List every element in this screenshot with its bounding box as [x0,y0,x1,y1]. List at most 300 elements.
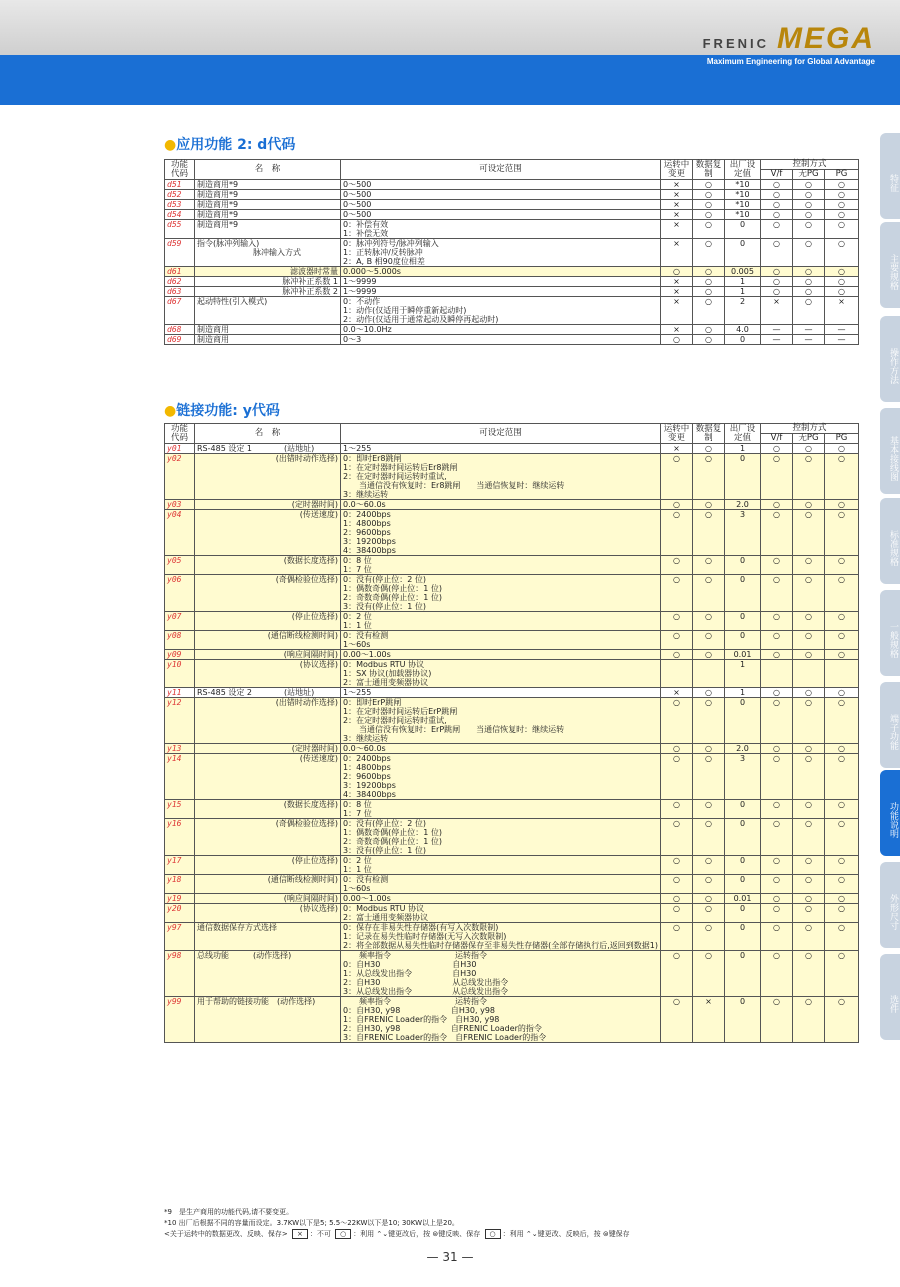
copy-cell: ○ [693,744,725,754]
vf-cell: ○ [761,239,793,267]
pg-cell: ○ [825,444,859,454]
run-cell: ○ [661,454,693,500]
name-cell: (奇偶检验位选择) [195,575,341,612]
table-row [165,660,859,688]
code-cell: y08 [165,631,195,650]
run-cell: ○ [661,650,693,660]
pg-cell: ○ [825,277,859,287]
default-cell: 3 [725,754,761,800]
copy-cell: ○ [693,612,725,631]
name-cell: 通信数据保存方式选择 [195,923,341,951]
pg-cell: × [825,297,859,325]
vf-cell: — [761,325,793,335]
range-cell: 0.000～5.000s [341,267,661,277]
name-cell: (通信断线检测时间) [195,875,341,894]
run-cell: × [661,297,693,325]
code-cell: d55 [165,220,195,239]
default-cell: 0 [725,335,761,345]
code-cell: y05 [165,556,195,575]
copy-cell: ○ [693,267,725,277]
side-tab-4[interactable]: 标准规格 [880,498,900,584]
table-row [165,631,859,650]
pg-cell: ○ [825,800,859,819]
npg-cell: ○ [793,688,825,698]
pg-cell: ○ [825,220,859,239]
npg-cell: ○ [793,210,825,220]
copy-cell: ○ [693,335,725,345]
name-cell: 滤波器时常量 [195,267,341,277]
name-cell: 指令(脉冲列输入) 脉冲输入方式 [195,239,341,267]
y-code-table [164,423,859,1043]
vf-cell: ○ [761,800,793,819]
npg-cell: ○ [793,875,825,894]
name-cell: (停止位选择) [195,856,341,875]
run-cell: × [661,688,693,698]
name-cell: (出错时动作选择) [195,698,341,744]
default-cell: 0 [725,239,761,267]
range-cell: 0.00～1.00s [341,650,661,660]
name-cell: (响应间隔时间) [195,894,341,904]
run-cell: ○ [661,510,693,556]
vf-cell: ○ [761,200,793,210]
name-cell: 制造商用 [195,335,341,345]
default-cell: 0 [725,454,761,500]
default-cell: *10 [725,190,761,200]
name-cell: 制造商用*9 [195,200,341,210]
table-row [165,744,859,754]
default-cell: 0 [725,631,761,650]
name-cell: (数据长度选择) [195,800,341,819]
code-cell: d54 [165,210,195,220]
name-cell: 制造商用 [195,325,341,335]
run-cell: × [661,210,693,220]
code-cell: y14 [165,754,195,800]
table-row [165,856,859,875]
section-title-y: ●链接功能: y代码 [164,403,280,419]
header-vf: V/f [761,434,793,444]
pg-cell [825,660,859,688]
range-cell: 0.0～60.0s [341,744,661,754]
name-cell: (传送速度) [195,510,341,556]
run-cell: ○ [661,800,693,819]
default-cell: 0 [725,923,761,951]
range-cell: 0：Modbus RTU 协议 1：SX 协议(加载器协议) 2：富士通用变频器协议 [341,660,661,688]
copy-cell: ○ [693,904,725,923]
pg-cell: ○ [825,631,859,650]
range-cell: 0.00～1.00s [341,894,661,904]
table-row [165,200,859,210]
table-row [165,335,859,345]
copy-cell: ○ [693,200,725,210]
vf-cell: ○ [761,698,793,744]
code-cell: d69 [165,335,195,345]
footnote-legend: <关于运转中的数据更改、反映、保存> × ：不可 ○ ：利用 ⌃⌄键更改后，按 ⊜键反映、保存 ○ ：利用 ⌃⌄键更改、反映后，按 ⊜键保存 [164,1230,630,1238]
code-cell: d53 [165,200,195,210]
default-cell: 1 [725,688,761,698]
vf-cell: ○ [761,287,793,297]
default-cell: *10 [725,180,761,190]
copy-cell: ○ [693,180,725,190]
default-cell: 1 [725,660,761,688]
range-cell: 0：8 位 1：7 位 [341,556,661,575]
side-tab-1[interactable]: 主要规格 [880,222,900,308]
header-pg: PG [825,170,859,180]
copy-cell: ○ [693,210,725,220]
run-cell: × [661,220,693,239]
pg-cell: ○ [825,951,859,997]
vf-cell: ○ [761,454,793,500]
npg-cell: ○ [793,894,825,904]
pg-cell: ○ [825,556,859,575]
npg-cell: ○ [793,287,825,297]
table-row [165,267,859,277]
copy-cell: ○ [693,454,725,500]
header-copy: 数据复制 [693,160,725,180]
updown-key-icon-2: ⌃⌄ [525,1230,538,1238]
default-cell: 0 [725,856,761,875]
run-cell: ○ [661,894,693,904]
code-cell: y18 [165,875,195,894]
vf-cell: ○ [761,500,793,510]
d-code-table [164,159,859,345]
name-cell: (协议选择) [195,904,341,923]
npg-cell: ○ [793,277,825,287]
run-cell: ○ [661,819,693,856]
name-cell: 制造商用*9 [195,180,341,190]
range-cell: 频率指令 运转指令 0：自H30, y98 自H30, y98 1：自FRENIC Loader的指令 自H30, y98 2：自H30, y98 自FRENIC Loader的指令 3：自FRENIC Loader的指令 自FRENIC Loader的指令 [341,997,661,1043]
header-pg: PG [825,434,859,444]
code-cell: y98 [165,951,195,997]
copy-cell [693,660,725,688]
copy-cell: ○ [693,444,725,454]
vf-cell: — [761,335,793,345]
pg-cell: ○ [825,923,859,951]
header-name: 名 称 [195,160,341,180]
range-cell: 0：没有检测 1～60s [341,631,661,650]
code-cell: y16 [165,819,195,856]
header-npg: 无PG [793,434,825,444]
func-key-icon: ⊜ [432,1230,439,1238]
header-run: 运转中变更 [661,160,693,180]
copy-cell: ○ [693,800,725,819]
table-row [165,875,859,894]
side-tab-9[interactable]: 选件 [880,954,900,1040]
vf-cell: ○ [761,688,793,698]
run-cell: ○ [661,612,693,631]
run-cell: ○ [661,951,693,997]
code-cell: y20 [165,904,195,923]
pg-cell: ○ [825,894,859,904]
npg-cell: ○ [793,297,825,325]
table-row [165,754,859,800]
code-cell: y99 [165,997,195,1043]
name-cell: (数据长度选择) [195,556,341,575]
vf-cell: × [761,297,793,325]
pg-cell: ○ [825,612,859,631]
code-cell: d68 [165,325,195,335]
range-cell: 0.0～10.0Hz [341,325,661,335]
pg-cell: ○ [825,698,859,744]
code-cell: d51 [165,180,195,190]
copy-cell: ○ [693,698,725,744]
pg-cell: ○ [825,200,859,210]
table-row [165,800,859,819]
run-cell: ○ [661,875,693,894]
header-code: 功能代码 [165,424,195,444]
range-cell: 1～255 [341,688,661,698]
name-cell: RS-485 设定 2 (站地址) [195,688,341,698]
vf-cell: ○ [761,575,793,612]
default-cell: 0 [725,819,761,856]
brand-logo [703,22,875,56]
vf-cell: ○ [761,951,793,997]
table-row [165,297,859,325]
vf-cell: ○ [761,267,793,277]
table-row [165,575,859,612]
name-cell: (出错时动作选择) [195,454,341,500]
range-cell: 0：2 位 1：1 位 [341,856,661,875]
default-cell: 0.01 [725,650,761,660]
run-cell [661,660,693,688]
code-cell: y15 [165,800,195,819]
range-cell: 0：即时ErP跳闸 1：在定时器时间运转后ErP跳闸 2：在定时器时间运转时重试, 当通信没有恢复时：ErP跳闸 当通信恢复时：继续运转 3：继续运转 [341,698,661,744]
table-row [165,904,859,923]
code-cell: d67 [165,297,195,325]
npg-cell: — [793,335,825,345]
header-range: 可设定范围 [341,160,661,180]
range-cell: 0：Modbus RTU 协议 2：富士通用变频器协议 [341,904,661,923]
npg-cell: ○ [793,631,825,650]
default-cell: 0.005 [725,267,761,277]
section-title-d: ●应用功能 2: d代码 [164,137,296,153]
name-cell: 脉冲补正系数 1 [195,277,341,287]
copy-cell: ○ [693,510,725,556]
pg-cell: ○ [825,650,859,660]
footnote-10: *10 出厂后根据不同的容量而设定。3.7KW以下是5; 5.5～22KW以下是10; 30KW以上是20。 [164,1219,459,1227]
name-cell: (响应间隔时间) [195,650,341,660]
side-tab-8[interactable]: 外形尺寸 [880,862,900,948]
vf-cell: ○ [761,180,793,190]
range-cell: 0：2400bps 1：4800bps 2：9600bps 3：19200bps 4：38400bps [341,754,661,800]
range-cell: 0～500 [341,180,661,190]
table-row [165,951,859,997]
copy-cell: ○ [693,500,725,510]
default-cell: 1 [725,444,761,454]
default-cell: 2 [725,297,761,325]
range-cell: 0：保存在非易失性存储器(有写入次数限制) 1：记录在易失性临时存储器(无写入次数限制) 2：将全部数据从易失性临时存储器保存至非易失性存储器(全部存储执行后,返回到数据1) [341,923,661,951]
tagline: Maximum Engineering for Global Advantage [706,57,875,66]
pg-cell: ○ [825,454,859,500]
copy-cell: ○ [693,287,725,297]
default-cell: 0 [725,612,761,631]
npg-cell: ○ [793,997,825,1043]
vf-cell: ○ [761,904,793,923]
name-cell: (停止位选择) [195,612,341,631]
default-cell: 1 [725,277,761,287]
name-cell: (协议选择) [195,660,341,688]
range-cell: 1～9999 [341,277,661,287]
copy-cell: ○ [693,575,725,612]
page-number: — 31 — [426,1250,474,1264]
pg-cell: ○ [825,856,859,875]
pg-cell: ○ [825,688,859,698]
table-row [165,894,859,904]
copy-cell: ○ [693,239,725,267]
name-cell: (定时器时间) [195,744,341,754]
npg-cell: ○ [793,556,825,575]
pg-cell: ○ [825,210,859,220]
footnote-9: *9 是生产商用的功能代码,请不要变更。 [164,1208,294,1216]
default-cell: 0 [725,575,761,612]
table-row [165,650,859,660]
run-cell: × [661,287,693,297]
npg-cell: ○ [793,754,825,800]
table-row [165,190,859,200]
header-run: 运转中变更 [661,424,693,444]
vf-cell: ○ [761,510,793,556]
code-cell: y03 [165,500,195,510]
npg-cell: ○ [793,220,825,239]
default-cell: 0 [725,800,761,819]
range-cell: 0：没有检测 1～60s [341,875,661,894]
vf-cell: ○ [761,744,793,754]
default-cell: 2.0 [725,500,761,510]
code-cell: d63 [165,287,195,297]
name-cell: 总线功能 (动作选择) [195,951,341,997]
header-default: 出厂设定值 [725,160,761,180]
npg-cell: ○ [793,454,825,500]
range-cell: 0：不动作 1：动作(仅适用于瞬停重新起动时) 2：动作(仅适用于通常起动及瞬停再起动时) [341,297,661,325]
table-row [165,325,859,335]
run-cell: ○ [661,997,693,1043]
table-row [165,210,859,220]
run-cell: ○ [661,754,693,800]
vf-cell: ○ [761,894,793,904]
header-vf: V/f [761,170,793,180]
vf-cell: ○ [761,277,793,287]
table-row [165,556,859,575]
default-cell: *10 [725,210,761,220]
code-cell: y17 [165,856,195,875]
default-cell: 0 [725,904,761,923]
side-tab-6[interactable]: 端子功能 [880,682,900,768]
vf-cell: ○ [761,220,793,239]
pg-cell: ○ [825,180,859,190]
vf-cell: ○ [761,856,793,875]
side-tab-0[interactable]: 特征 [880,133,900,219]
npg-cell: ○ [793,200,825,210]
side-tab-7[interactable]: 功能说明 [880,770,900,856]
side-tab-3[interactable]: 基本接线图 [880,408,900,494]
vf-cell: ○ [761,875,793,894]
code-cell: y02 [165,454,195,500]
pg-cell: ○ [825,510,859,556]
header-code: 功能代码 [165,160,195,180]
npg-cell: ○ [793,698,825,744]
pg-cell: ○ [825,287,859,297]
copy-cell: ○ [693,819,725,856]
name-cell: RS-485 设定 1 (站地址) [195,444,341,454]
run-cell: × [661,239,693,267]
range-cell: 0：没有(停止位：2 位) 1：偶数奇偶(停止位：1 位) 2：奇数奇偶(停止位：1 位) 3：没有(停止位：1 位) [341,819,661,856]
default-cell: 3 [725,510,761,556]
npg-cell [793,660,825,688]
default-cell: 0 [725,556,761,575]
range-cell: 0：8 位 1：7 位 [341,800,661,819]
npg-cell: ○ [793,190,825,200]
npg-cell: ○ [793,951,825,997]
pg-cell: ○ [825,267,859,277]
run-cell: ○ [661,556,693,575]
run-cell: ○ [661,744,693,754]
vf-cell: ○ [761,444,793,454]
copy-cell: ○ [693,277,725,287]
run-cell: × [661,325,693,335]
name-cell: (通信断线检测时间) [195,631,341,650]
run-cell: ○ [661,267,693,277]
copy-cell: ○ [693,325,725,335]
header-name: 名 称 [195,424,341,444]
copy-cell: ○ [693,220,725,239]
header-control: 控制方式 [761,424,859,434]
table-row [165,220,859,239]
table-row [165,444,859,454]
vf-cell: ○ [761,819,793,856]
npg-cell: ○ [793,923,825,951]
side-tab-5[interactable]: 一般规格 [880,590,900,676]
run-cell: ○ [661,631,693,650]
range-cell: 1～255 [341,444,661,454]
code-cell: d59 [165,239,195,267]
pg-cell: ○ [825,239,859,267]
run-cell: × [661,180,693,190]
vf-cell [761,660,793,688]
name-cell: 脉冲补正系数 2 [195,287,341,297]
vf-cell: ○ [761,556,793,575]
name-cell: 用于帮助的链接功能 (动作选择) [195,997,341,1043]
code-cell: y97 [165,923,195,951]
run-cell: ○ [661,698,693,744]
table-row [165,819,859,856]
code-cell: d61 [165,267,195,277]
range-cell: 0：即时Er8跳闸 1：在定时器时间运转后Er8跳闸 2：在定时器时间运转时重试, 当通信没有恢复时：Er8跳闸 当通信恢复时：继续运转 3：继续运转 [341,454,661,500]
copy-cell: ○ [693,923,725,951]
range-cell: 0～500 [341,210,661,220]
code-cell: y06 [165,575,195,612]
run-cell: × [661,277,693,287]
range-cell: 0～3 [341,335,661,345]
code-cell: y11 [165,688,195,698]
side-tab-2[interactable]: 操作方法 [880,316,900,402]
updown-key-icon: ⌃⌄ [376,1230,389,1238]
npg-cell: ○ [793,904,825,923]
table-row [165,287,859,297]
run-cell: ○ [661,923,693,951]
code-cell: y04 [165,510,195,556]
run-cell: ○ [661,500,693,510]
run-cell: ○ [661,904,693,923]
pg-cell: ○ [825,904,859,923]
range-cell: 频率指令 运转指令 0：自H30 自H30 1：从总线发出指令 自H30 2：自H30 从总线发出指令 3：从总线发出指令 从总线发出指令 [341,951,661,997]
table-row [165,997,859,1043]
npg-cell: ○ [793,819,825,856]
copy-cell: ○ [693,297,725,325]
vf-cell: ○ [761,997,793,1043]
run-cell: × [661,200,693,210]
default-cell: 0 [725,698,761,744]
range-cell: 0：2 位 1：1 位 [341,612,661,631]
header-control: 控制方式 [761,160,859,170]
